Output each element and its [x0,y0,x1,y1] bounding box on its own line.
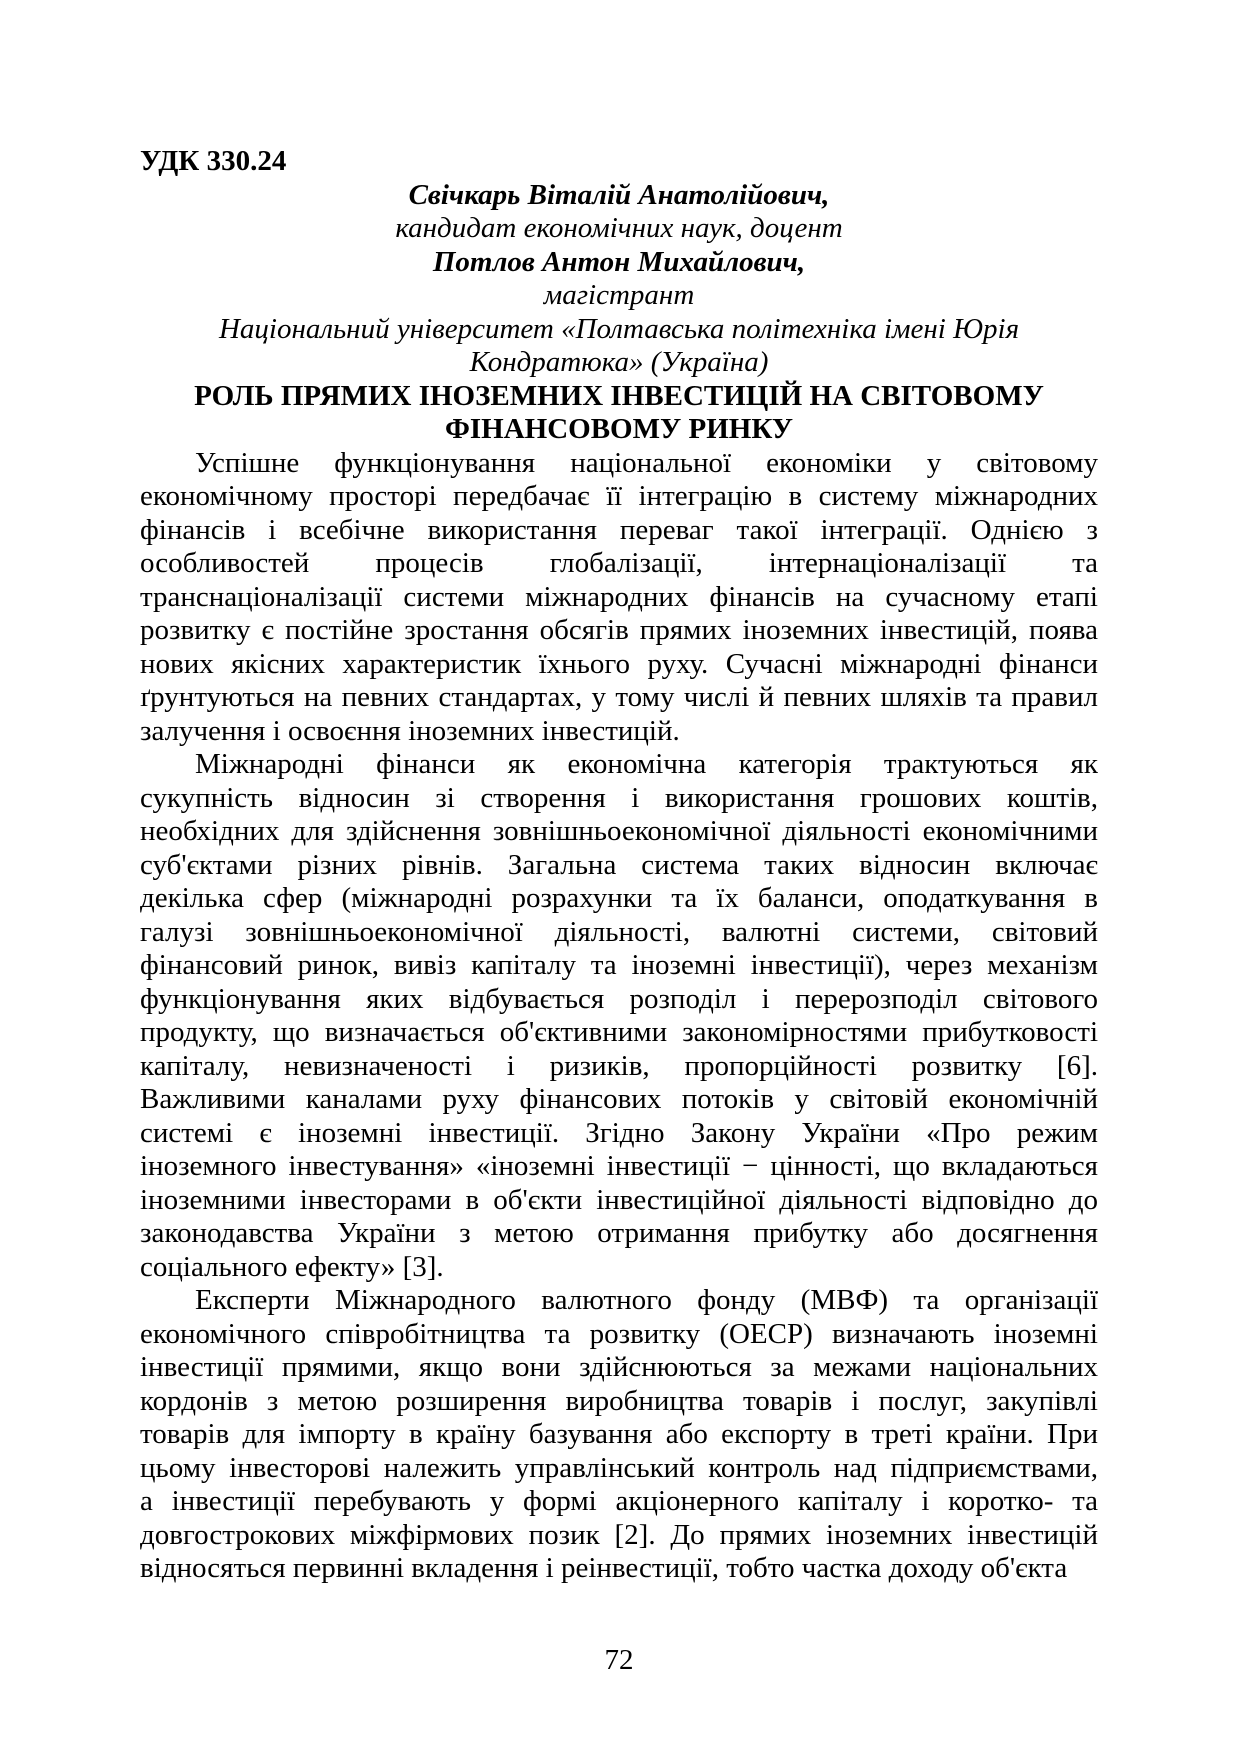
body-text-line: залучення і освоєння іноземних інвестицій. [140,714,680,747]
body-text-line: цьому інвесторові належить управлінський контроль над підприємствами, [140,1451,1098,1484]
body-text-line: декілька сфер (міжнародні розрахунки та їх баланси, оподаткування в [140,882,1098,914]
body-text-line: особливостей процесів глобалізації, інтернаціоналізації та [140,547,1098,579]
body-text-line: капіталу, невизначеності і ризиків, пропорційності розвитку [6]. [140,1049,1098,1082]
body-text-line: фінансів і всебічне використання переваг такої інтеграції. Однією з [140,513,1098,546]
page-content [140,145,1098,1586]
body-paragraph [140,748,1098,1284]
body-text-line: Успішне функціонування національної економіки у світовому [195,446,1098,479]
body-text-line: системі є іноземні інвестиції. Згідно Закону України «Про режим [140,1116,1098,1149]
body-text-line: нових якісних характеристик їхнього руху. Сучасні міжнародні фінанси [140,647,1098,680]
body-text-line: Міжнародні фінанси як економічна категорія трактуються як [195,748,1098,780]
body-text-line: суб'єктами різних рівнів. Загальна система таких відносин включає [140,848,1098,881]
body-text-line: а інвестиції перебувають у формі акціонерного капіталу і коротко- та [140,1485,1098,1517]
body-paragraph [140,1284,1098,1586]
body-text-line: розвитку є постійне зростання обсягів прямих іноземних інвестицій, поява [140,614,1098,646]
body-text-line: необхідних для здійснення зовнішньоекономічної діяльності економічними [140,815,1098,847]
body-text-line: сукупність відносин зі створення і використання грошових коштів, [140,781,1098,814]
body-text-line: кордонів з метою розширення виробництва товарів і послуг, закупівлі [140,1384,1098,1417]
body-text-line: ґрунтуються на певних стандартах, у тому числі й певних шляхів та правил [140,681,1098,713]
body-text-line: законодавства України з метою отримання прибутку або досягнення [140,1217,1098,1249]
body-text-line: довгострокових міжфірмових позик [2]. До прямих іноземних інвестицій [140,1518,1098,1551]
affiliation-line-1: Національний університет «Полтавська політехніка імені Юрія [218,312,1020,345]
affiliation-line-2: Кондратюка» (Україна) [469,346,769,378]
body-text-line: транснаціоналізації системи міжнародних фінансів на сучасному етапі [140,580,1098,613]
body-text-line: іноземними інвесторами в об'єкти інвестиційної діяльності відповідно до [140,1183,1098,1216]
body-text-line: економічного співробітництва та розвитку (ОЕСР) визначають іноземні [140,1317,1098,1350]
author1-degree: кандидат економічних наук, доцент [395,212,843,244]
body-text-line: функціонування яких відбувається розподіл і перерозподіл світового [140,982,1098,1015]
body-text-line: фінансовий ринок, вивіз капіталу та іноземні інвестиції), через механізм [140,949,1098,981]
udc-code: УДК 330.24 [140,145,287,177]
body-text-line: галузі зовнішньоекономічної діяльності, валютні системи, світовий [140,915,1098,948]
body-text-line: Важливими каналами руху фінансових потоків у світовій економічній [140,1083,1098,1115]
author2-degree: магістрант [543,279,695,311]
author2-name: Потлов Антон Михайлович, [432,245,806,278]
body-text-line: товарів для імпорту в країну базування або експорту в треті країни. При [140,1418,1098,1450]
body-text-line: соціального ефекту» [3]. [140,1250,444,1283]
article-title-line-1: РОЛЬ ПРЯМИХ ІНОЗЕМНИХ ІНВЕСТИЦІЙ НА СВІТОВОМУ [194,379,1044,412]
body-text-line: Експерти Міжнародного валютного фонду (МВФ) та організації [195,1284,1098,1316]
body-text-line: іноземного інвестування» «іноземні інвестиції − цінності, що вкладаються [140,1150,1098,1182]
body-text-line: відносяться первинні вкладення і реінвестиції, тобто частка доходу об'єкта [140,1552,1068,1584]
article-body [140,447,1098,1586]
body-text-line: інвестиції прямими, якщо вони здійснюються за межами національних [140,1351,1098,1383]
body-text-line: продукту, що визначається об'єктивними закономірностями прибутковості [140,1016,1098,1048]
page-number: 72 [604,1644,634,1676]
article-title-line-2: ФІНАНСОВОМУ РИНКУ [444,413,794,445]
body-text-line: економічному просторі передбачає її інтеграцію в систему міжнародних [140,480,1098,512]
body-paragraph [140,447,1098,749]
author1-name: Свічкарь Віталій Анатолійович, [408,178,830,211]
